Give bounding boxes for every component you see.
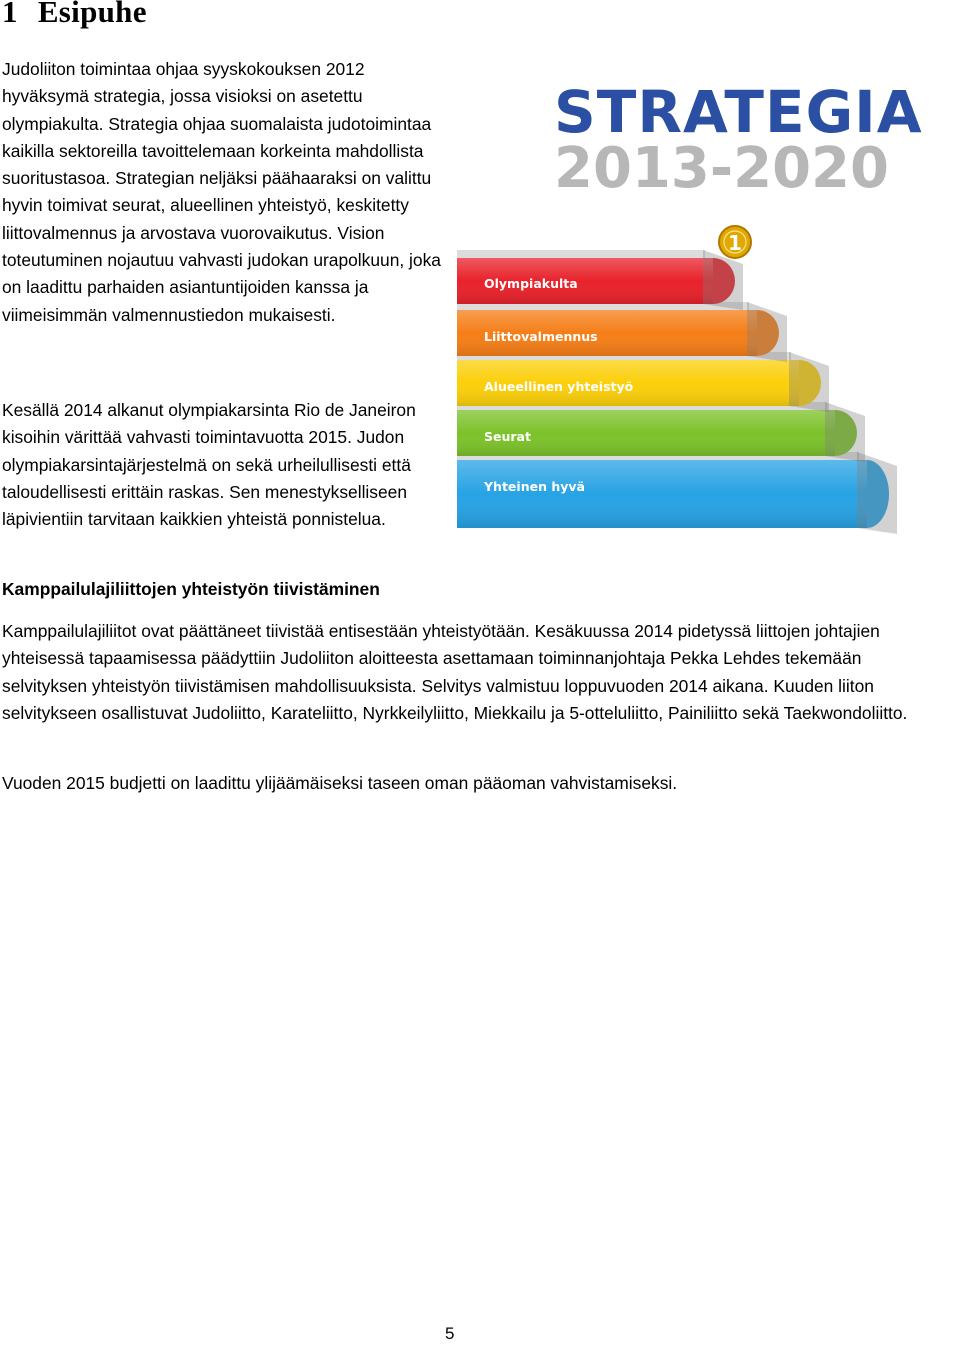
page-number: 5 bbox=[445, 1324, 455, 1343]
step-label-liittovalmennus: Liittovalmennus bbox=[484, 329, 598, 344]
pyramid-graphic bbox=[457, 60, 957, 575]
step-label-seurat: Seurat bbox=[484, 429, 531, 444]
subsection-heading: Kamppailulajiliittojen yhteistyön tiivistäminen bbox=[2, 579, 380, 599]
section-number: 1 bbox=[2, 0, 18, 29]
budget-paragraph: Vuoden 2015 budjetti on laadittu ylijäämäiseksi taseen oman pääoman vahvistamiseksi. bbox=[2, 773, 678, 793]
step-label-olympiakulta: Olympiakulta bbox=[484, 276, 578, 291]
step-label-yhteinen-hyva: Yhteinen hyvä bbox=[484, 479, 585, 494]
cooperation-paragraph: Kamppailulajiliitot ovat päättäneet tiivistää entisestään yhteistyötään. Kesäkuussa 2014 pidetyssä liittojen johtajien yhteisessä tapaamisessa päädyttiin Judoliiton aloitteesta asettamaan toiminnanjohtaja Pekka Lehdes tekemään selvityksen yhteistyön tiivistämisen mahdollisuuksista. Selvitys valmistuu loppuvuoden 2014 aikana. Kuuden liiton selvitykseen osallistuvat Judoliitto, Karateliitto, Nyrkkeilyliitto, Miekkailu ja 5-otteluliitto, Painiliitto sekä Taekwondoliitto. bbox=[2, 621, 908, 723]
section-heading bbox=[2, 0, 147, 30]
strategy-pyramid-image bbox=[457, 60, 957, 575]
section-title: Esipuhe bbox=[37, 0, 147, 29]
figure-title-years: 2013-2020 bbox=[554, 136, 889, 201]
svg-text:1: 1 bbox=[728, 231, 742, 255]
step-label-alueellinen-yhteistyo: Alueellinen yhteistyö bbox=[484, 379, 634, 394]
intro-paragraph: Judoliiton toimintaa ohjaa syyskokouksen 2012 hyväksymä strategia, jossa visioksi on asetettu olympiakulta. Strategia ohjaa suomalaista judotoimintaa kaikilla sektoreilla tavoittelemaan korkeinta mahdollista suoritustasoa. Strategian neljäksi päähaaraksi on valittu hyvin toimivat seurat, alueellinen yhteistyö, keskitetty liittovalmennus ja arvostava vuorovaikutus. Vision toteutuminen nojautuu vahvasti judokan urapolkuun, joka on laadittu parhaiden asiantuntijoiden kanssa ja viimeisimmän valmennustiedon mukaisesti. bbox=[2, 59, 441, 325]
olympic-qualification-paragraph: Kesällä 2014 alkanut olympiakarsinta Rio de Janeiron kisoihin värittää vahvasti toimintavuotta 2015. Judon olympiakarsintajärjestelmä on sekä urheilullisesti että taloudellisesti erittäin raskas. Sen menestykselliseen läpivientiin tarvitaan kaikkien yhteistä ponnistelua. bbox=[2, 400, 416, 530]
figure-title-strategia: STRATEGIA bbox=[554, 78, 923, 146]
gold-medal-icon bbox=[719, 226, 751, 258]
